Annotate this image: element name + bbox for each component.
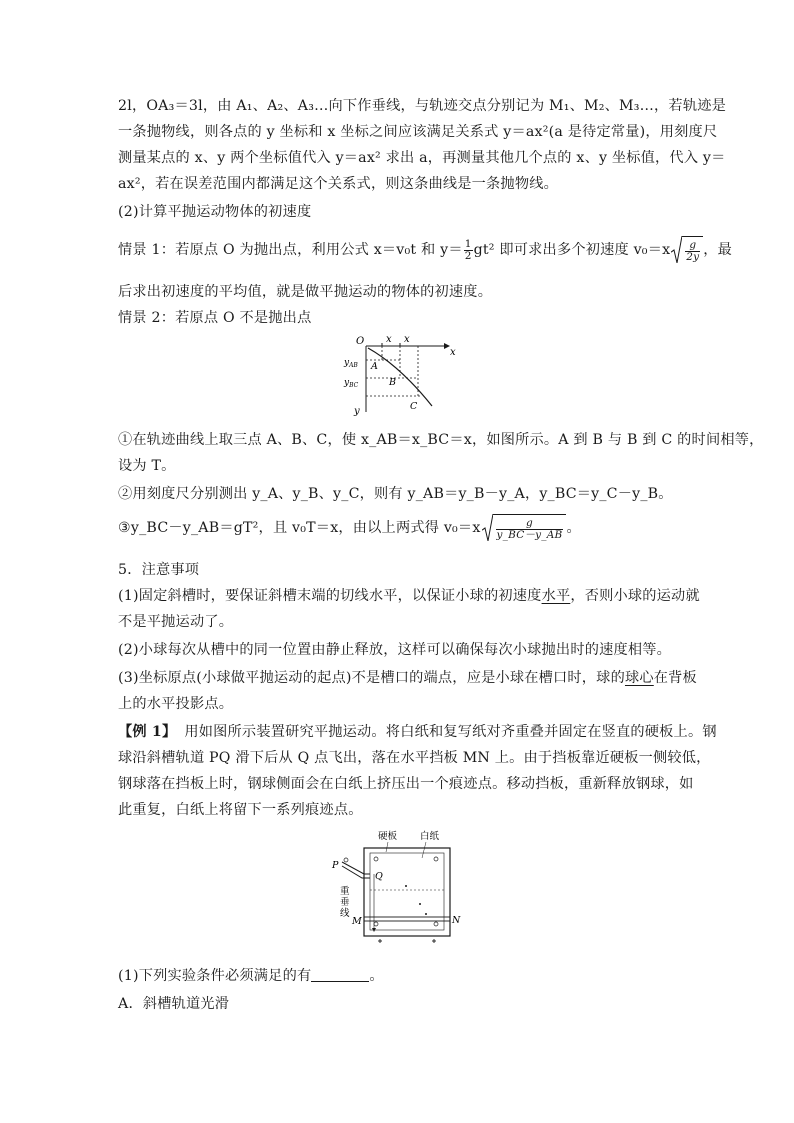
sqrt1-denominator: 2y (686, 250, 700, 263)
apparatus-diagram (328, 828, 468, 946)
radical-sign-icon (671, 236, 682, 264)
radical-sign-icon (482, 514, 493, 542)
screw-top-right-icon (434, 857, 438, 861)
half-numerator: 1 (464, 237, 472, 250)
heading-initial-velocity: (2)计算平抛运动物体的初速度 (118, 204, 312, 220)
label-n: N (452, 915, 461, 926)
example-line-3: 钢球落在挡板上时，钢球侧面会在白纸上挤压出一个痕迹点。移动挡板，重新释放钢球，如 (118, 776, 694, 792)
trajectory-diagram (340, 332, 460, 418)
case2-title: 情景 2：若原点 O 不是抛出点 (118, 310, 312, 326)
sqrt-g-over-2y (671, 236, 703, 264)
note1-underlined: 水平 (541, 588, 571, 604)
note3-text-b: 在背板 (653, 670, 697, 686)
sqrt2-denominator: y_BC－y_AB (496, 528, 563, 541)
label-y-axis: y (354, 406, 360, 417)
step3-text-b: 。 (566, 520, 581, 536)
label-m: M (352, 916, 362, 927)
screw-bottom-left-icon (374, 922, 378, 926)
label-origin: O (356, 336, 365, 347)
trace-dot-3 (425, 913, 427, 915)
sqrt2-fraction (496, 518, 564, 541)
sqrt1-fraction (685, 240, 700, 263)
intro-line-2: 一条抛物线，则各点的 y 坐标和 x 坐标之间应该满足关系式 y＝ax²(a 是待定常量)，用刻度尺 (118, 124, 718, 140)
step1-line-1: ①在轨迹曲线上取三点 A、B、C，使 x_AB＝x_BC＝x，如图所示。A 到 B 与 B 到 C 的时间相等， (118, 432, 764, 448)
label-point-c: C (410, 401, 418, 412)
note3-text-a: (3)坐标原点(小球做平抛运动的起点)不是槽口的端点，应是小球在槽口时，球的 (118, 670, 625, 686)
sqrt1-numerator: g (685, 240, 700, 252)
example-line-4: 此重复，白纸上将留下一系列痕迹点。 (118, 802, 363, 818)
sqrt2-numerator: g (496, 518, 564, 530)
label-y-ab: $y_{AB}$ (344, 358, 358, 369)
option-a: A．斜槽轨道光滑 (118, 996, 230, 1012)
note2: (2)小球每次从槽中的同一位置由静止释放，这样可以确保每次小球抛出时的速度相等。 (118, 642, 672, 658)
label-plumb-2: 垂 (340, 897, 350, 908)
example-tag: 【例 1】 (118, 724, 177, 740)
note1-line-1 (118, 586, 700, 606)
label-y-bc: $y_{BC}$ (344, 378, 359, 389)
intro-line-3: 测量某点的 x、y 两个坐标值代入 y＝ax² 求出 a，再测量其他几个点的 x、y 坐标值，代入 y＝ (118, 150, 726, 166)
step3 (118, 514, 678, 542)
answer-blank[interactable] (311, 967, 369, 982)
note3-line-2: 上的水平投影点。 (118, 696, 234, 712)
sqrt-g-over-ybc-yab (482, 514, 567, 542)
case1-line-1 (118, 236, 733, 264)
label-q: Q (375, 871, 383, 882)
leader-board (386, 842, 388, 852)
question-1 (118, 966, 678, 986)
trace-dot-1 (405, 885, 407, 887)
baffle-mn (364, 917, 450, 921)
example-line-2: 球沿斜槽轨道 PQ 滑下后从 Q 点飞出，落在水平挡板 MN 上。由于挡板靠近硬板一侧较低， (118, 750, 711, 766)
trace-dot-2 (419, 903, 421, 905)
note1-text-b: ，否则小球的运动就 (570, 588, 700, 604)
leader-paper (422, 842, 426, 858)
half-fraction (464, 239, 473, 262)
question-1-end: 。 (369, 968, 384, 984)
case1-line-2: 后求出初速度的平均值，就是做平抛运动的物体的初速度。 (118, 284, 493, 300)
hard-board (364, 848, 450, 936)
label-white-paper: 白纸 (420, 831, 440, 842)
note3-underlined: 球心 (624, 670, 654, 686)
ramp-track-lower (342, 866, 370, 878)
intro-line-1: 2l，OA₃＝3l，由 A₁、A₂、A₃…向下作垂线，与轨迹交点分别记为 M₁、M₂、M₃…，若轨迹是 (118, 98, 726, 114)
example-line-1 (118, 722, 717, 742)
label-plumb-3: 线 (340, 908, 350, 919)
step1-line-2: 设为 T。 (118, 458, 176, 474)
label-p: P (332, 860, 339, 871)
note3-line-1 (118, 668, 697, 688)
steel-ball-icon (344, 858, 348, 862)
label-point-b: B (389, 377, 396, 388)
example-text-1: 用如图所示装置研究平抛运动。将白纸和复写纸对齐重叠并固定在竖直的硬板上。钢 (184, 724, 717, 740)
intro-line-4: ax²，若在误差范围内都满足这个关系式，则这条曲线是一条抛物线。 (118, 176, 558, 192)
step2: ②用刻度尺分别测出 y_A、y_B、y_C，则有 y_AB＝y_B－y_A，y_BC＝y_C－y_B。 (118, 486, 673, 502)
screw-bottom-right-icon (434, 922, 438, 926)
label-point-a: A (371, 361, 378, 372)
step3-text-a: ③y_BC－y_AB＝gT²，且 v₀T＝x，由以上两式得 v₀＝x (118, 520, 481, 536)
notes-title: 5．注意事项 (118, 562, 200, 578)
label-x-axis: x (450, 347, 456, 358)
case1-text-b: gt² 即可求出多个初速度 v₀＝x (473, 242, 671, 258)
question-1-text: (1)下列实验条件必须满足的有 (118, 968, 312, 984)
screw-top-left-icon (374, 857, 378, 861)
white-paper (370, 853, 444, 930)
label-x-segment-1: x (386, 334, 392, 345)
label-plumb-1: 重 (340, 886, 350, 897)
case1-text-a: 情景 1：若原点 O 为抛出点，利用公式 x＝v₀t 和 y＝ (118, 242, 463, 258)
half-denominator: 2 (464, 249, 472, 262)
trajectory-curve (368, 348, 432, 406)
label-hard-board: 硬板 (378, 831, 398, 842)
note1-text-a: (1)固定斜槽时，要保证斜槽末端的切线水平，以保证小球的初速度 (118, 588, 542, 604)
case1-text-c: ，最 (703, 242, 733, 258)
label-x-segment-2: x (404, 334, 410, 345)
note1-line-2: 不是平抛运动了。 (118, 614, 234, 630)
